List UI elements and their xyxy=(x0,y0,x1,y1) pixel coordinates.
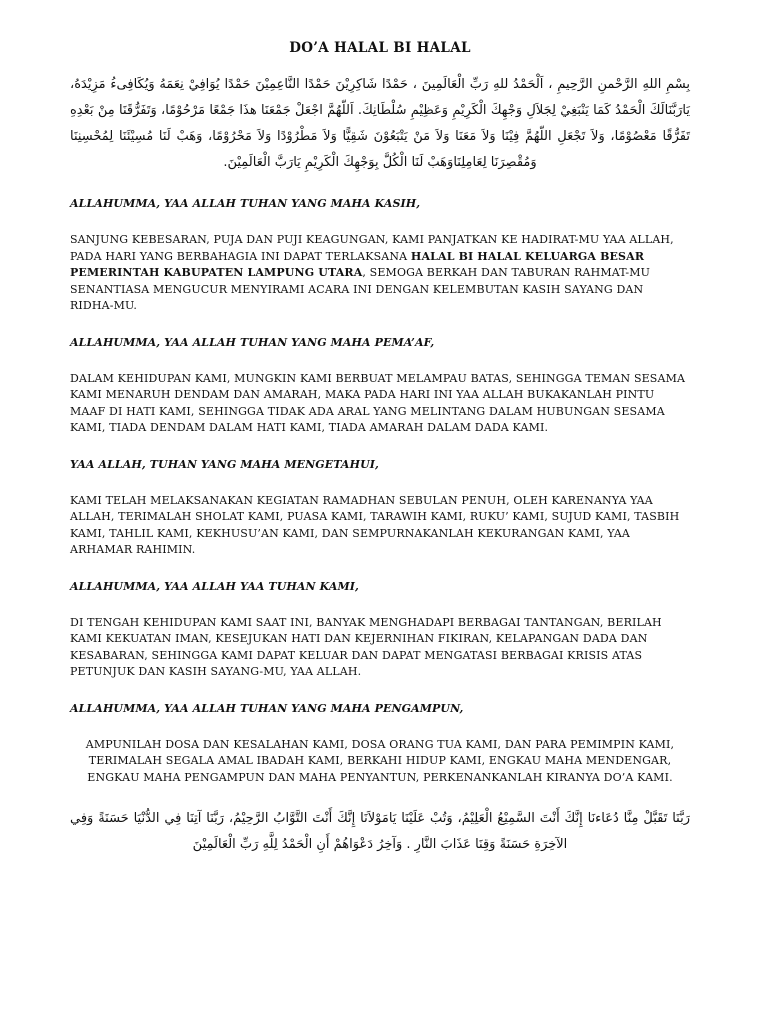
body-text: , SEMOGA BERKAH DAN TABURAN RAHMAT-MU SENANTIASA MENGUCUR MENYIRAMI ACARA INI DENGAN KELEMBUTAN KASIH SAYANG DAN RIDHA-MU. xyxy=(70,266,651,312)
document-page xyxy=(70,36,690,858)
section-heading-maha-mengetahui: YAA ALLAH, TUHAN YANG MAHA MENGETAHUI, xyxy=(70,457,379,471)
section-body-maha-pemaaf: DALAM KEHIDUPAN KAMI, MUNGKIN KAMI BERBUAT MELAMPAU BATAS, SEHINGGA TEMAN SESAMA KAMI MENARUH DENDAM DAN AMARAH, MAKA PADA HARI INI YAA ALLAH BUKAKANLAH PINTU MAAF DI HATI KAMI, SEHINGGA TIDAK ADA ARAL YANG MELINTANG DALAM HUBUNGAN SESAMA KAMI, TIADA DENDAM DALAM HATI KAMI, TIADA AMARAH DALAM DADA KAMI. xyxy=(70,371,686,434)
body-text: SANJUNG KEBESARAN, PUJA DAN PUJI KEAGUNGAN, KAMI PANJATKAN KE HADIRAT-MU YAA ALLAH, PADA HARI YANG BERBAHAGIA INI DAPAT TERLAKSANA xyxy=(70,233,674,263)
section-body-maha-pengampun: AMPUNILAH DOSA DAN KESALAHAN KAMI, DOSA ORANG TUA KAMI, DAN PARA PEMIMPIN KAMI, TERIMALAH SEGALA AMAL IBADAH KAMI, BERKAHI HIDUP KAMI, ENGKAU MAHA MENDENGAR, ENGKAU MAHA PENGAMPUN DAN MAHA PENYANTUN, PERKENANKANLAH KIRANYA DO’A KAMI. xyxy=(85,737,675,784)
section-body-tuhan-kami: DI TENGAH KEHIDUPAN KAMI SAAT INI, BANYAK MENGHADAPI BERBAGAI TANTANGAN, BERILAH KAMI KEKUATAN IMAN, KESEJUKAN HATI DAN KEJERNIHAN FIKIRAN, KELAPANGAN DADA DAN KESABARAN, SEHINGGA KAMI DAPAT KELUAR DAN DAPAT MENGATASI BERBAGAI KRISIS ATAS PETUNJUK DAN KASIH SAYANG-MU, YAA ALLAH. xyxy=(70,615,662,678)
body-bold-text: HALAL BI HALAL KELUARGA BESAR PEMERINTAH KABUPATEN LAMPUNG UTARA xyxy=(70,249,645,279)
section-heading-maha-pemaaf: ALLAHUMMA, YAA ALLAH TUHAN YANG MAHA PEMA’AF, xyxy=(70,335,435,349)
section-body-maha-mengetahui: KAMI TELAH MELAKSANAKAN KEGIATAN RAMADHAN SEBULAN PENUH, OLEH KARENANYA YAA ALLAH, TERIMALAH SHOLAT KAMI, PUASA KAMI, TARAWIH KAMI, RUKU’ KAMI, SUJUD KAMI, TASBIH KAMI, TAHLIL KAMI, KEKHUSU’AN KAMI, DAN SEMPURNAKANLAH KEKURANGAN KAMI, YAA ARHAMAR RAHIMIN. xyxy=(70,493,680,556)
document-title: DO’A HALAL BI HALAL xyxy=(289,40,471,56)
arabic-closing-prayer: رَبَّنَا تَقَبَّلْ مِنَّا دُعَاءنَا إِنَّكَ أَنْتَ السَّمِيْعُ الْعَلِيْمُ، وَتُبْ عَلَيْنَا يَامَوْلاَنَا إِنَّكَ أَنْتَ التَّوَّابُ الرَّحِيْمُ، رَبَّنَا آتِنَا فِي الدُّنْيَا حَسَنَةً وَفِي الآخِرَةِ حَسَنَةً وَقِنَا عَذَابَ النَّارِ . وَآخِرُ دَعْوَاهُمْ أَنِ الْحَمْدُ لِلَّهِ رَبِّ الْعَالَمِيْنَ xyxy=(70,811,690,852)
arabic-opening-prayer: بِسْمِ اللهِ الرَّحْمنِ الرَّحِيمِ ، اَلْحَمْدُ للهِ رَبِّ الْعَالَمِينَ ، حَمْدًا شَاكِرِيْنَ حَمْدًا النَّاعِمِيْنَ حَمْدًا يُوَافِيْ نِعَمَهُ وَيُكَافِىءُ مَزِيْدَهُ، يَارَبَّنَالَكَ الْحَمْدُ كَمَا يَنْبَغِيْ لِجَلاَلِ وَجْهِكَ الْكَرِيْمِ وَعَظِيْمِ سُلْطَانِكَ. اَللّهُمَّ اجْعَلْ جَمْعَنَا هذَا جَمْعًا مَرْحُوْمًا، وَتَفَرُّقَنَا مِنْ بَعْدِهِ تَفَرُّقًا مَعْصُوْمًا، وَلاَ تَجْعَلِ اللّهُمَّ فِيْنَا وَلاَ مَعَنَا وَلاَ مَنْ يَتْبَعُوْنَ شَقِيًّا وَلاَ مَطْرُوْدًا وَلاَ مَحْرُوْمًا، وَهَبْ لَنَا مُسِيْئَنَا لِمُحْسِنِنَا وَمُقْصِرَنَا لِعَامِلِنَاوَهَبْ لَنَا الْكُلَّ بِوَجْهِكَ الْكَرِيْمِ يَارَبَّ الْعَالَمِيْنَ. xyxy=(70,77,690,170)
section-body-maha-kasih xyxy=(70,232,690,315)
section-heading-maha-kasih: ALLAHUMMA, YAA ALLAH TUHAN YANG MAHA KASIH, xyxy=(70,197,421,210)
section-heading-tuhan-kami: ALLAHUMMA, YAA ALLAH YAA TUHAN KAMI, xyxy=(70,579,359,593)
section-heading-maha-pengampun: ALLAHUMMA, YAA ALLAH TUHAN YANG MAHA PENGAMPUN, xyxy=(70,701,464,715)
